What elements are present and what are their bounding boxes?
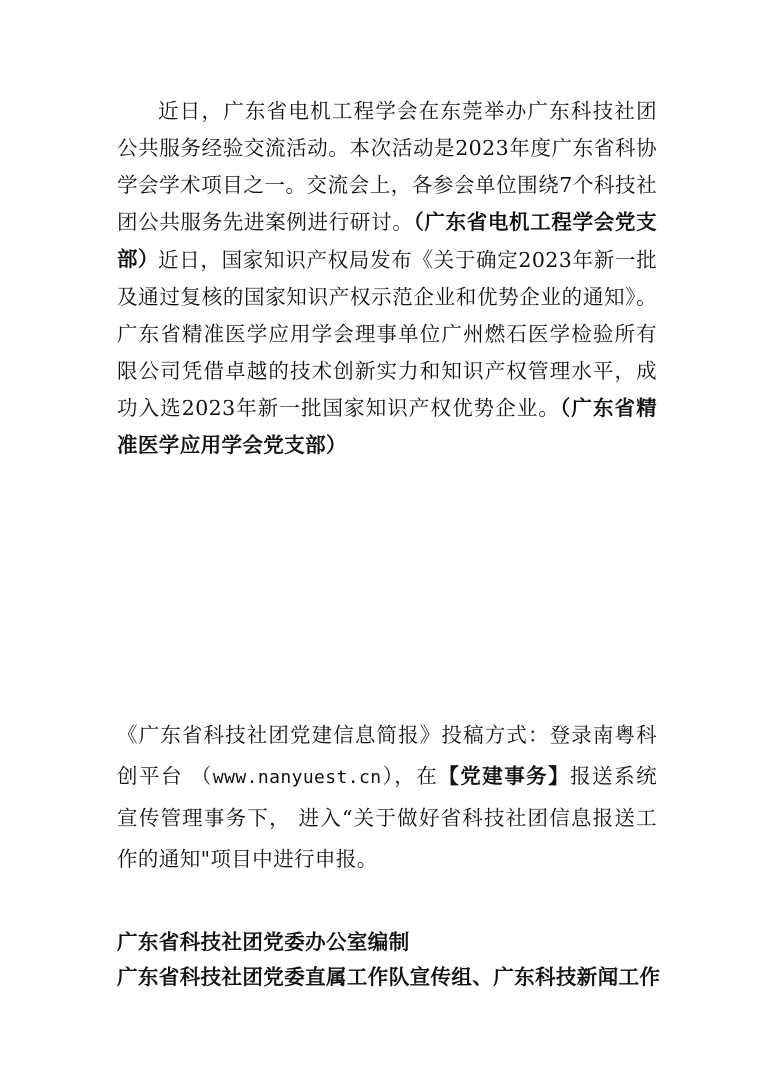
news-paragraph-1-text: 近日，广东省电机工程学会在东莞举办广东科技社团公共服务经验交流活动。本次活动是2023年度广东省科协学会学术项目之一。交流会上，各参会单位围绕7个科技社团公共服务先进案例进行研讨。 (117, 99, 657, 234)
notice-part-3: 报送系统宣传管理事务下， 进入“关于做好省科技社团信息报送工作的通知"项目中进行申报。 (117, 764, 657, 871)
editor-line-2: 广东省科技社团党委直属工作队宣传组、广东科技新闻工作 (117, 965, 661, 989)
notice-part-1: 《广东省科技社团党建信息简报》投稿方式：登录南粤科创平台 （ (117, 723, 657, 788)
platform-url: www.nanyuest.cn (212, 767, 382, 788)
news-paragraph-2 (117, 242, 657, 464)
news-paragraph-1-source: （广东省电机工程学会党支部） (117, 210, 657, 271)
news-paragraph-2-source: （广东省精准医学应用学会党支部） (117, 396, 657, 457)
news-paragraph-2-text: 近日，国家知识产权局发布《关于确定2023年新一批及通过复核的国家知识产权示范企业和优势企业的通知》。广东省精准医学应用学会理事单位广州燃石医学检验所有限公司凭借卓越的技术创新实力和知识产权管理水平，成功入选2023年新一批国家知识产权优势企业。 (117, 248, 657, 420)
notice-bracket: 【党建事务】 (438, 764, 571, 788)
editor-line-1: 广东省科技社团党委办公室编制 (117, 930, 410, 954)
submission-notice (117, 715, 657, 880)
notice-part-2: ），在 (381, 764, 439, 788)
